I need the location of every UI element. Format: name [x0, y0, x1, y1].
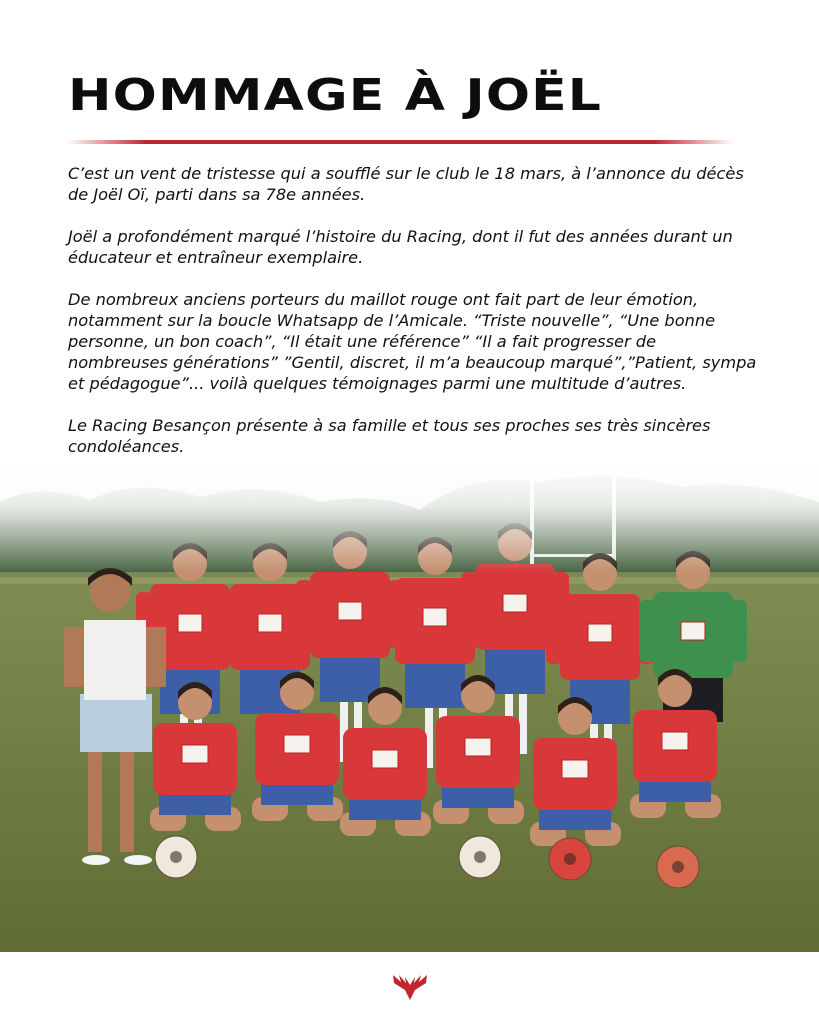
paragraph-testimonials: De nombreux anciens porteurs du maillot rouge ont fait part de leur émotion, notamment sur la boucle Whatsapp de l’Amicale. “Triste nouvelle”, “Une bonne personne, un bon coach”, “Il était une référence” “Il a fait progresser de nombreuses générations” ”Gentil, discret, il m’a beaucoup marqué”,”Patient, sympa et pédagogue”... voilà quelques témoignages parmi une multitude d’autres. [68, 290, 757, 393]
paragraph-history: Joël a profondément marqué l’histoire du Racing, dont il fut des années durant un éducateur et entraîneur exemplaire. [68, 227, 733, 267]
article-body [68, 163, 758, 478]
paragraph-intro: C’est un vent de tristesse qui a soufflé sur le club le 18 mars, à l’annonce du décès de Joël Oï, parti dans sa 78e années. [68, 164, 744, 204]
photo-fade [0, 462, 819, 572]
team-photo [0, 462, 819, 952]
football [657, 846, 699, 888]
title-divider [66, 140, 734, 144]
page-title: HOMMAGE À JOËL [68, 70, 603, 121]
football [155, 836, 197, 878]
football [549, 838, 591, 880]
paragraph-condolences: Le Racing Besançon présente à sa famille et tous ses proches ses très sincères condoléances. [68, 416, 711, 456]
eagle-icon [392, 973, 428, 1001]
football [459, 836, 501, 878]
